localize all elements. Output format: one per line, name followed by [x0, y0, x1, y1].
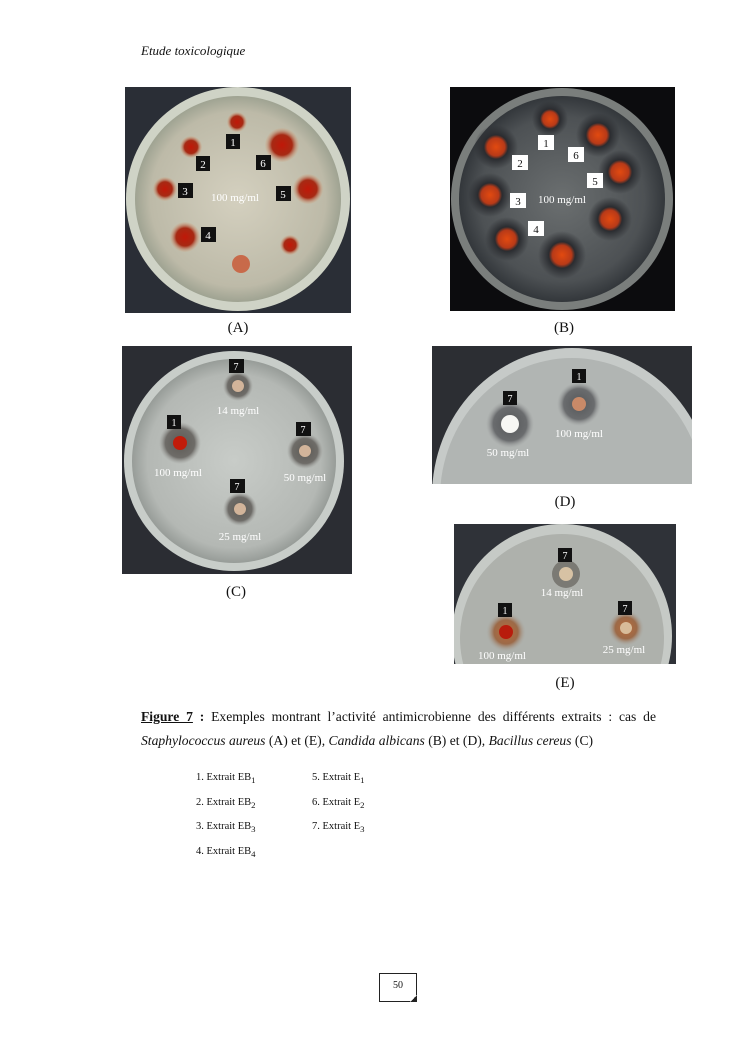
- svg-text:6: 6: [260, 158, 266, 170]
- tag-b-4: [528, 221, 544, 236]
- caption-text-2: (A) et (E),: [265, 733, 329, 748]
- well-a3: [153, 177, 177, 201]
- well-a7: [280, 235, 300, 255]
- tag-e-1: [498, 603, 512, 617]
- svg-text:7: 7: [507, 394, 513, 405]
- caption-text-1: Exemples montrant l’activité antimicrobienne des différents extraits : cas de: [211, 709, 656, 724]
- page-header: Etude toxicologique: [141, 43, 246, 58]
- svg-text:2: 2: [200, 159, 206, 171]
- petri-photo-b: [450, 87, 675, 311]
- well-a2: [180, 136, 202, 158]
- caption-text-3: (B) et (D),: [424, 733, 489, 748]
- page-number: 50: [379, 973, 417, 1002]
- svg-text:5: 5: [280, 189, 286, 201]
- svg-text:7: 7: [233, 362, 239, 373]
- tag-a-1: [226, 134, 240, 149]
- species-bacillus: Bacillus cereus: [488, 733, 572, 748]
- panel-label-e: (E): [555, 675, 575, 691]
- tag-c-1: [167, 415, 181, 429]
- svg-text:1: 1: [502, 606, 508, 617]
- tag-b-5: [587, 173, 603, 188]
- conc-e-25: 25 mg/ml: [602, 644, 646, 656]
- svg-text:1: 1: [543, 138, 549, 150]
- conc-e-14: 14 mg/ml: [540, 587, 584, 599]
- legend-item: 5. Extrait $E_1$: [312, 772, 365, 786]
- panel-label-b: (B): [554, 320, 574, 336]
- legend-item: 7. Extrait $E_3$: [312, 821, 365, 835]
- svg-text:1: 1: [171, 418, 177, 429]
- svg-text:7: 7: [562, 551, 568, 562]
- petri-photo-e: [454, 524, 676, 664]
- svg-text:3: 3: [182, 186, 188, 198]
- petri-photo-a: [125, 87, 351, 313]
- svg-text:1: 1: [576, 372, 582, 383]
- conc-d-100: 100 mg/ml: [555, 428, 603, 440]
- figure-number: Figure 7: [141, 709, 193, 724]
- svg-text:6: 6: [573, 150, 579, 162]
- panel-label-d: (D): [554, 494, 576, 510]
- svg-text:7: 7: [234, 482, 240, 493]
- panel-label-c: (C): [226, 584, 246, 600]
- tag-c-7a: [229, 359, 244, 373]
- panel-label-a: (A): [227, 320, 249, 336]
- conc-d-50: 50 mg/ml: [486, 447, 530, 459]
- well-a8: [232, 255, 250, 273]
- tag-b-3: [510, 193, 526, 208]
- conc-c-14: 14 mg/ml: [216, 405, 260, 417]
- tag-e-7b: [618, 601, 632, 615]
- tag-b-1: [538, 135, 554, 150]
- legend-item: 6. Extrait $E_2$: [312, 796, 365, 810]
- tag-e-7a: [558, 548, 572, 562]
- tag-a-4: [201, 227, 216, 242]
- conc-e-100: 100 mg/ml: [478, 650, 526, 662]
- svg-text:4: 4: [205, 230, 211, 242]
- legend-item: 4. Extrait $EB_4$: [196, 845, 256, 859]
- caption-separator: :: [192, 709, 212, 724]
- svg-text:4: 4: [533, 224, 539, 236]
- svg-text:7: 7: [622, 604, 628, 615]
- tag-b-2: [512, 155, 528, 170]
- well-a1: [227, 112, 247, 132]
- legend-item: 2. Extrait $EB_2$: [196, 796, 256, 810]
- svg-text:7: 7: [300, 425, 306, 436]
- tag-d-1: [572, 369, 586, 383]
- well-a5: [293, 174, 323, 204]
- svg-text:5: 5: [592, 176, 598, 188]
- tag-d-7: [503, 391, 517, 405]
- svg-text:2: 2: [517, 158, 523, 170]
- tag-a-2: [196, 156, 210, 171]
- tag-a-5: [276, 186, 291, 201]
- species-candida: Candida albicans: [328, 733, 425, 748]
- tag-a-6: [256, 155, 271, 170]
- tag-c-7b: [296, 422, 311, 436]
- tag-a-3: [178, 183, 193, 198]
- legend-item: 3. Extrait $EB_3$: [196, 821, 256, 835]
- legend-left: [196, 767, 256, 865]
- conc-a: 100 mg/ml: [211, 192, 259, 204]
- svg-text:3: 3: [515, 196, 521, 208]
- conc-c-25: 25 mg/ml: [218, 531, 262, 543]
- conc-c-50: 50 mg/ml: [283, 472, 327, 484]
- species-staphylococcus: Staphylococcus aureus: [141, 733, 266, 748]
- petri-photo-c: [122, 346, 352, 574]
- conc-b: 100 mg/ml: [538, 194, 586, 206]
- legend-right: [312, 767, 365, 841]
- svg-text:1: 1: [230, 137, 236, 149]
- caption-text-4: (C): [571, 733, 594, 748]
- conc-c-100: 100 mg/ml: [154, 467, 202, 479]
- tag-c-7c: [230, 479, 245, 493]
- well-a4: [170, 222, 200, 252]
- legend-item: 1. Extrait $EB_1$: [196, 772, 256, 786]
- petri-photo-d: [432, 346, 692, 484]
- tag-b-6: [568, 147, 584, 162]
- figure-caption: [141, 705, 656, 753]
